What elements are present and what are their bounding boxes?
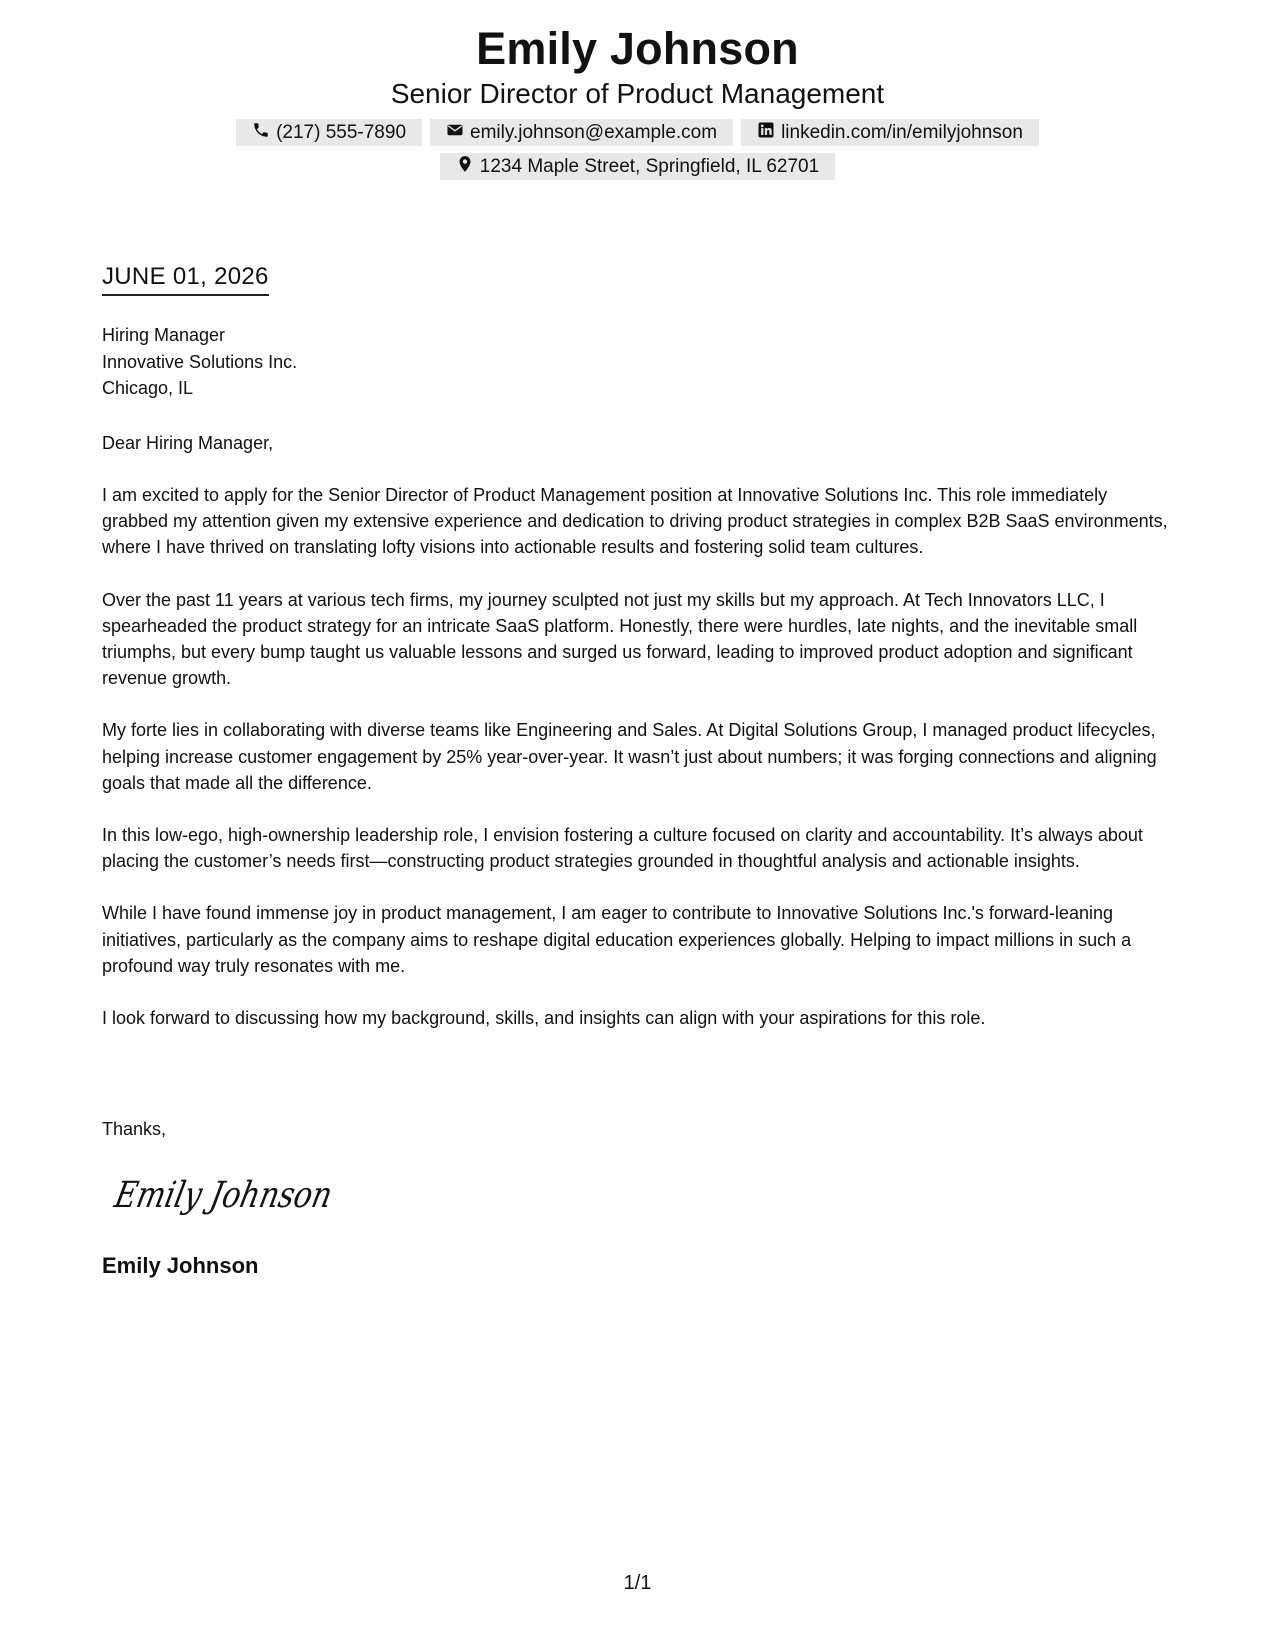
svg-text:Emily Johnson: Emily Johnson xyxy=(111,1173,382,1216)
contact-row xyxy=(0,119,1275,146)
phone-text: (217) 555-7890 xyxy=(276,121,407,143)
body-paragraph: My forte lies in collaborating with diverse teams like Engineering and Sales. At Digital Solutions Group, I managed product lifecycles, helping increase customer engagement by 25% year-over-year. It wasn’t just about numbers; it was forging connections and aligning goals that made all the difference. xyxy=(102,720,1157,793)
applicant-name: Emily Johnson xyxy=(476,23,799,74)
letter-date: JUNE 01, 2026 xyxy=(102,262,269,296)
linkedin-icon xyxy=(757,121,775,145)
email-text: emily.johnson@example.com xyxy=(470,121,718,143)
linkedin-text: linkedin.com/in/emilyjohnson xyxy=(781,121,1023,143)
map-marker-icon xyxy=(456,155,474,179)
page-number: 1/1 xyxy=(623,1572,652,1594)
recipient-line: Hiring Manager xyxy=(102,325,226,345)
body-paragraph: I am excited to apply for the Senior Director of Product Management position at Innovative Solutions Inc. This role immediately grabbed my attention given my extensive experience and dedication to driving product strategies in complex B2B SaaS environments, where I have thrived on translating lofty visions into actionable results and fostering solid team cultures. xyxy=(102,485,1168,558)
signer-name: Emily Johnson xyxy=(102,1253,259,1278)
phone-chip[interactable] xyxy=(236,119,422,146)
body-paragraph: Over the past 11 years at various tech firms, my journey sculpted not just my skills but my approach. At Tech Innovators LLC, I spearheaded the product strategy for an intricate SaaS platform. Honestly, there were hurdles, late nights, and the inevitable small triumphs, but every bump taught us valuable lessons and surged us forward, leading to improved product adoption and significant revenue growth. xyxy=(102,589,1138,689)
applicant-title: Senior Director of Product Management xyxy=(390,78,885,109)
closing-line: Thanks, xyxy=(102,1119,167,1139)
letter-body xyxy=(102,482,1177,1057)
phone-icon xyxy=(252,121,270,145)
recipient-block xyxy=(102,322,1177,402)
linkedin-chip[interactable] xyxy=(741,119,1039,146)
handwritten-signature xyxy=(111,1165,382,1230)
address-text: 1234 Maple Street, Springfield, IL 62701 xyxy=(479,155,820,177)
recipient-line: Innovative Solutions Inc. xyxy=(102,351,298,372)
address-chip xyxy=(440,153,835,180)
body-paragraph: While I have found immense joy in product management, I am eager to contribute to Innovative Solutions Inc.'s forward-leaning initiatives, particularly as the company aims to reshape digital education experiences globally. Helping to impact millions in such a profound way truly resonates with me. xyxy=(102,903,1132,976)
envelope-icon xyxy=(446,121,464,145)
address-row xyxy=(0,153,1275,180)
body-paragraph: In this low-ego, high-ownership leadership role, I envision fostering a culture focused on clarity and accountability. It’s always about placing the customer’s needs first—constructing product strategies grounded in thoughtful analysis and actionable insights. xyxy=(102,825,1143,872)
recipient-line: Chicago, IL xyxy=(102,378,194,398)
body-paragraph: I look forward to discussing how my background, skills, and insights can align with your aspirations for this role. xyxy=(102,1008,986,1029)
letter-header xyxy=(0,0,1275,180)
salutation: Dear Hiring Manager, xyxy=(102,433,274,453)
email-chip[interactable] xyxy=(430,119,733,146)
